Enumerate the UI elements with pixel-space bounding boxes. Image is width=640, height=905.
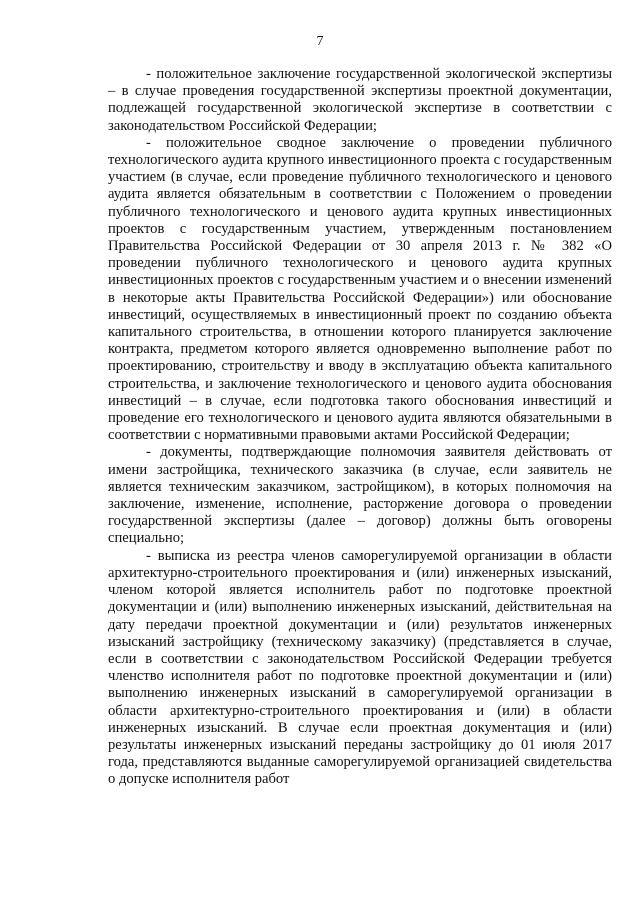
paragraph-technological-audit: - положительное сводное заключение о проведении публичного технологического аудита крупного инвестиционного проекта с государственным участием (в случае, если проведение публичного технологического и ценового аудита является обязательным в соответствии с Положением о проведении публичного технологического и ценового аудита крупных инвестиционных проектов с государственным участием, утвержденным постановлением Правительства Российской Федерации от 30 апреля 2013 г. № 382 «О проведении публичного технологического и ценового аудита крупных инвестиционных проектов с государственным участием и о внесении изменений в некоторые акты Правительства Российской Федерации») или обоснование инвестиций, осуществляемых в инвестиционный проект по созданию объекта капитального строительства, в отношении которого планируется заключение контракта, предметом которого является одновременно выполнение работ по проектированию, строительству и вводу в эксплуатацию объекта капитального строительства, и заключение технологического и ценового аудита обоснования инвестиций – в случае, если подготовка такого обоснования инвестиций и проведение его технологического и ценового аудита являются обязательными в соответствии с нормативными правовыми актами Российской Федерации; (108, 134, 612, 444)
paragraph-authority-documents: - документы, подтверждающие полномочия заявителя действовать от имени застройщика, технического заказчика (в случае, если заявитель не является техническим заказчиком, застройщиком), в которых полномочия на заключение, изменение, исполнение, расторжение договора о проведении государственной экспертизы (далее – договор) должны быть оговорены специально; (108, 444, 612, 547)
paragraph-sro-registry-extract: - выписка из реестра членов саморегулируемой организации в области архитектурно-строительного проектирования и (или) инженерных изысканий, членом которой является исполнитель работ по подготовке проектной документации и (или) выполнению инженерных изысканий, действительная на дату передачи проектной документации и (или) результатов инженерных изысканий застройщику (техническому заказчику) (представляется в случае, если в соответствии с законодательством Российской Федерации требуется членство исполнителя работ по подготовке проектной документации и (или) выполнению инженерных изысканий в саморегулируемой организации в области архитектурно-строительного проектирования и (или) в области инженерных изысканий. В случае если проектная документация и (или) результаты инженерных изысканий переданы застройщику до 01 июля 2017 года, представляются выданные саморегулируемой организацией свидетельства о допуске исполнителя работ (108, 547, 612, 788)
document-body (108, 66, 612, 789)
page-number: 7 (316, 34, 324, 49)
paragraph-ecological-expertise: - положительное заключение государственной экологической экспертизы – в случае проведения государственной экспертизы проектной документации, подлежащей государственной экологической экспертизе в соответствии с законодательством Российской Федерации; (108, 66, 612, 134)
